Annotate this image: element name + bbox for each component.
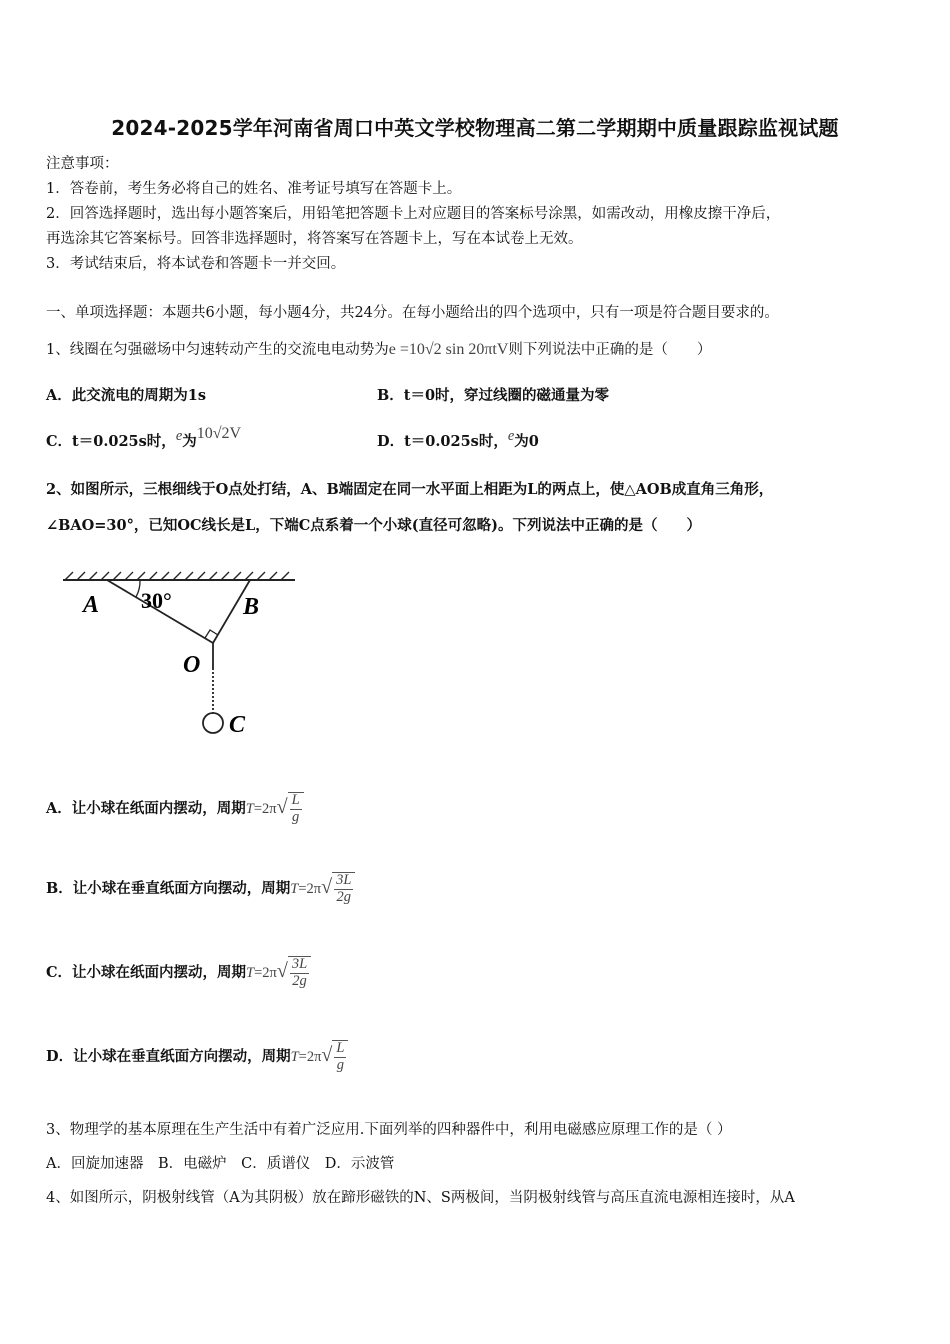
q2-option-b: B．让小球在垂直纸面方向摆动，周期T=2π√ $\frac{3L}{2g}$	[46, 872, 355, 906]
page-title: 2024-2025学年河南省周口中英文学校物理高二第二学期期中质量跟踪监视试题	[111, 116, 839, 140]
ceiling-hatch	[65, 572, 289, 580]
notice-item: 3．考试结束后，将本试卷和答题卡一并交回。	[46, 256, 346, 272]
angle-arc	[136, 580, 140, 597]
q2-option-a: A．让小球在纸面内摆动，周期T=2π√ $\frac{L}{g}$	[46, 792, 304, 826]
q2-option-c: C．让小球在纸面内摆动，周期T=2π√ $\frac{3L}{2g}$	[46, 956, 311, 990]
q2-figure	[55, 568, 305, 743]
label-O: O	[183, 652, 201, 678]
q1-option-b: B．t＝0时，穿过线圈的磁通量为零	[377, 387, 610, 404]
q1-stem: 1、线圈在匀强磁场中匀速转动产生的交流电电动势为e =10√2 sin 20πtV则下列说法中正确的是（ ）	[46, 341, 712, 358]
notice-heading: 注意事项：	[46, 156, 119, 172]
q2-option-d: D．让小球在垂直纸面方向摆动，周期T=2π√ $\frac{L}{g}$	[46, 1040, 348, 1074]
notice-item: 2．回答选择题时，选出每小题答案后，用铅笔把答题卡上对应题目的答案标号涂黑，如需改动，用橡皮擦干净后，	[46, 206, 781, 222]
q2-stem-line2: ∠BAO=30°，已知OC线长是L，下端C点系着一个小球(直径可忽略)。下列说法中正确的是（ ）	[46, 517, 701, 534]
ball-C	[203, 713, 223, 733]
label-A: A	[83, 592, 100, 618]
q2-stem-line1: 2、如图所示，三根细线于O点处打结，A、B端固定在同一水平面上相距为L的两点上，使△AOB成直角三角形，	[46, 481, 774, 498]
q1-option-c: C．t＝0.025s时，e为10√2V	[46, 425, 242, 450]
section-heading: 一、单项选择题：本题共6小题，每小题4分，共24分。在每小题给出的四个选项中，只有一项是符合题目要求的。	[46, 305, 779, 321]
label-C: C	[229, 712, 246, 738]
notice-item: 1．答卷前，考生务必将自己的姓名、准考证号填写在答题卡上。	[46, 181, 462, 197]
q1-option-d: D．t＝0.025s时，e为0	[377, 428, 539, 450]
angle-label: 30°	[141, 588, 172, 613]
q1-formula: e =10√2 sin 20πtV	[388, 341, 509, 358]
label-B: B	[243, 594, 260, 620]
q3-options: A．回旋加速器 B．电磁炉 C．质谱仪 D．示波管	[46, 1156, 395, 1172]
notice-item: 再选涂其它答案标号。回答非选择题时，将答案写在答题卡上，写在本试卷上无效。	[46, 231, 583, 247]
q1-option-a: A．此交流电的周期为1s	[46, 387, 207, 404]
q4-stem: 4、如图所示，阴极射线管（A为其阴极）放在蹄形磁铁的N、S两极间，当阴极射线管与高压直流电源相连接时，从A	[46, 1190, 795, 1206]
q3-stem: 3、物理学的基本原理在生产生活中有着广泛应用.下面列举的四种器件中，利用电磁感应原理工作的是（ ）	[46, 1122, 732, 1138]
